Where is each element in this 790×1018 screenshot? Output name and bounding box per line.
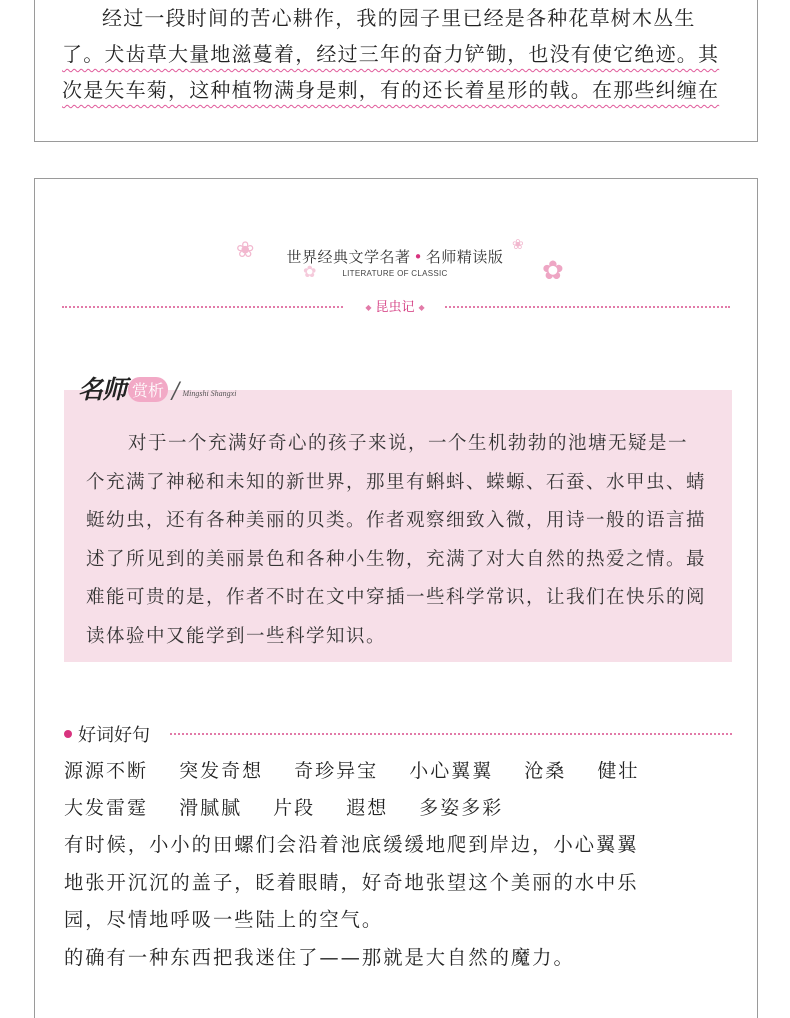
good-sentence-line: 园，尽情地呼吸一些陆上的空气。	[64, 908, 384, 931]
passage-line: 经过一段时间的苦心耕作，我的园子里已经是各种花草树木丛生	[102, 6, 696, 30]
commentary-line: 对于一个充满好奇心的孩子来说，一个生机勃勃的池塘无疑是一	[128, 433, 689, 454]
diamond-icon: ◆	[365, 303, 372, 312]
good-words-heading	[64, 722, 150, 746]
good-word: 小心翼翼	[409, 760, 494, 782]
good-sentence-line: 有时候，小小的田螺们会沿着池底缓缓地爬到岸边，小心翼翼	[64, 833, 639, 856]
commentary-line: 述了所见到的美丽景色和各种小生物，充满了对大自然的热爱之情。最	[86, 548, 707, 570]
flower-ornament-icon: ❀	[512, 237, 524, 253]
series-title	[0, 246, 790, 267]
commentary-heading-shang: 赏析	[128, 377, 168, 402]
series-edition: 名师精读版	[425, 248, 504, 266]
commentary-line: 蜓幼虫，还有各种美丽的贝类。作者观察细致入微，用诗一般的语言描	[86, 510, 707, 532]
good-word: 沧桑	[524, 760, 567, 782]
bullet-dot-icon: •	[413, 248, 423, 266]
passage-line-underlined: 了。犬齿草大量地滋蔓着，经过三年的奋力铲锄，也没有使它绝迹。其	[62, 42, 720, 66]
good-word: 大发雷霆	[64, 797, 149, 819]
good-word: 多姿多彩	[419, 797, 504, 819]
good-sentence-line: 的确有一种东西把我迷住了——那就是大自然的魔力。	[64, 945, 575, 969]
commentary-heading-ming: 名师	[78, 375, 127, 404]
word-row	[64, 793, 526, 820]
good-word: 源源不断	[64, 760, 149, 782]
good-words-divider	[170, 733, 732, 735]
good-word: 片段	[273, 797, 316, 819]
commentary-line: 个充满了神秘和未知的新世界，那里有蝌蚪、蝾螈、石蚕、水甲虫、蜻	[86, 471, 707, 493]
commentary-heading-pinyin: Mingshi Shangxi	[182, 389, 237, 398]
good-sentences	[64, 826, 734, 976]
word-row	[64, 756, 662, 783]
flower-ornament-icon: ❀	[236, 238, 255, 263]
series-header	[0, 246, 790, 281]
good-word: 突发奇想	[179, 760, 264, 782]
flower-ornament-icon: ✿	[303, 262, 317, 281]
slash-divider: /	[172, 379, 180, 404]
commentary-line: 读体验中又能学到一些科学知识。	[86, 625, 387, 647]
book-title-badge	[345, 296, 445, 318]
flower-ornament-icon: ✿	[542, 256, 564, 286]
series-title-text: 世界经典文学名著	[286, 248, 411, 266]
good-words-title: 好词好句	[78, 725, 150, 746]
good-word: 健壮	[597, 760, 640, 782]
diamond-icon: ◆	[418, 303, 425, 312]
bullet-dot-icon	[64, 730, 72, 738]
good-word: 遐想	[346, 797, 389, 819]
book-title: 昆虫记	[375, 300, 415, 315]
passage-line-underlined: 次是矢车菊，这种植物满身是刺，有的还长着星形的戟。在那些纠缠在	[62, 78, 720, 102]
commentary-text	[86, 425, 716, 657]
series-english: LITERATURE OF CLASSIC	[342, 269, 448, 278]
commentary-heading	[78, 366, 236, 406]
passage-text	[62, 0, 730, 108]
good-word: 滑腻腻	[179, 797, 243, 819]
good-sentence-line: 地张开沉沉的盖子，眨着眼睛，好奇地张望这个美丽的水中乐	[64, 870, 639, 894]
commentary-line: 难能可贵的是，作者不时在文中穿插一些科学常识，让我们在快乐的阅	[86, 587, 707, 609]
good-word: 奇珍异宝	[294, 760, 379, 782]
